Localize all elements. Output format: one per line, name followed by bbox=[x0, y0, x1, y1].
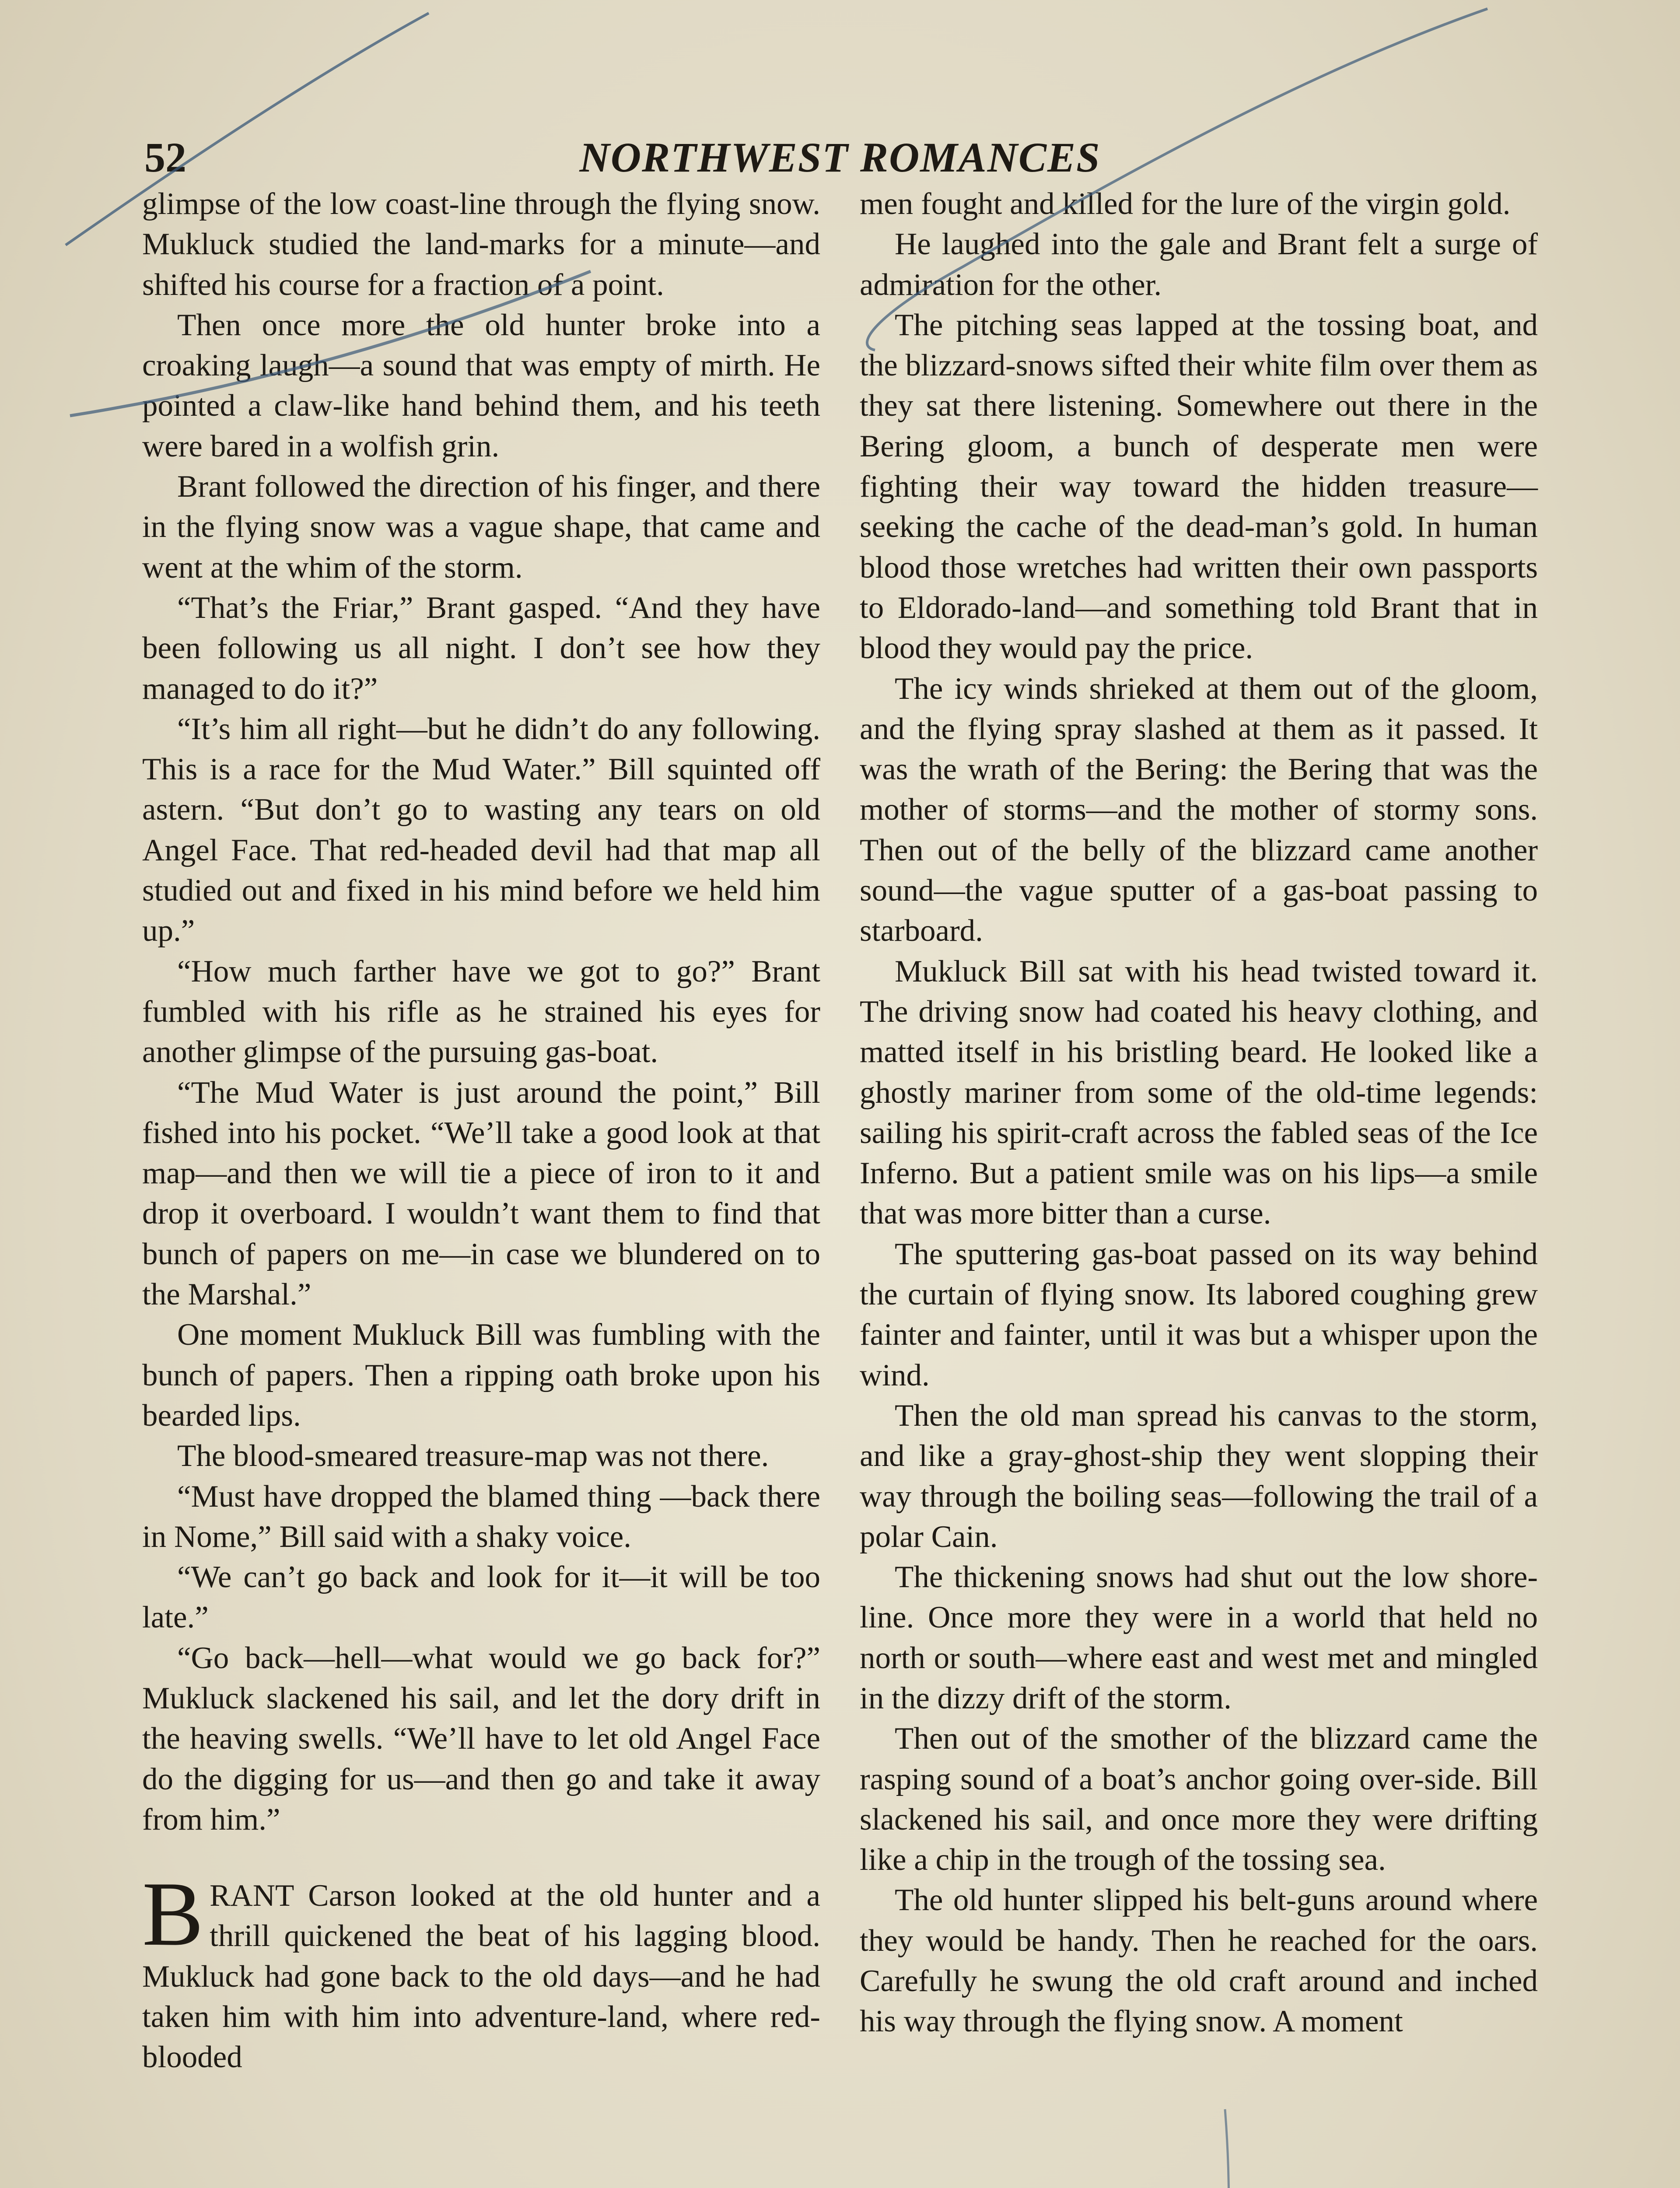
paragraph: Then out of the smother of the blizzard came the rasping sound of a boat’s anchor going over-side. Bill slackened his sail, and once more they were drifting like a chip in the trough of the tossing sea. bbox=[860, 1722, 1538, 1877]
right-column bbox=[860, 184, 1538, 2042]
paragraph: Mukluck Bill sat with his head twisted toward it. The driving snow had coated his heavy clothing, and matted itself in his bristling beard. He looked like a ghostly mariner from some of the old-time legends: sailing his spirit-craft across the fabled seas of the Ice Inferno. But a patient smile was on his lips—a smile that was more bitter than a curse. bbox=[860, 954, 1538, 1231]
magazine-title: NORTHWEST ROMANCES bbox=[579, 134, 1101, 181]
paragraph: “That’s the Friar,” Brant gasped. “And they have been following us all night. I don’t see how they managed to do it?” bbox=[142, 590, 820, 706]
page-header bbox=[131, 127, 1549, 188]
paragraph: “It’s him all right—but he didn’t do any following. This is a race for the Mud Water.” Bill squinted off astern. “But don’t go to wasting any tears on old Angel Face. That red-headed devil had that map all studied out and fixed in his mind before we held him up.” bbox=[142, 712, 820, 948]
paragraph: The thickening snows had shut out the low shore-line. Once more they were in a world that held no north or south—where east and west met and mingled in the dizzy drift of the storm. bbox=[860, 1560, 1538, 1715]
paragraph: “The Mud Water is just around the point,” Bill fished into his pocket. “We’ll take a good look at that map—and then we will tie a piece of iron to it and drop it overboard. I wouldn’t want them to find that bunch of papers on me—in case we blundered on to the Marshal.” bbox=[142, 1075, 820, 1312]
section-paragraph-text: RANT Carson looked at the old hunter and a thrill quickened the beat of his lagging blood. Mukluck had gone back to the old days—and he had taken him with him into adventure-land, where red-blooded bbox=[142, 1879, 820, 2075]
paragraph: He laughed into the gale and Brant felt a surge of admiration for the other. bbox=[860, 227, 1538, 302]
paragraph: “How much farther have we got to go?” Brant fumbled with his rifle as he strained his eyes for another glimpse of the pursuing gas-boat. bbox=[142, 954, 820, 1069]
paragraph: “We can’t go back and look for it—it will be too late.” bbox=[142, 1560, 820, 1635]
paragraph: Then the old man spread his canvas to the storm, and like a gray-ghost-ship they went slopping their way through the boiling seas—following the trail of a polar Cain. bbox=[860, 1398, 1538, 1554]
paragraph: “Must have dropped the blamed thing —back there in Nome,” Bill said with a shaky voice. bbox=[142, 1479, 820, 1554]
section-paragraph bbox=[142, 1863, 820, 2077]
paragraph: men fought and killed for the lure of the virgin gold. bbox=[860, 187, 1511, 221]
paragraph: Then once more the old hunter broke into a croaking laugh—a sound that was empty of mirth. He pointed a claw-like hand behind them, and his teeth were bared in a wolfish grin. bbox=[142, 308, 820, 463]
paragraph: The sputtering gas-boat passed on its way behind the curtain of flying snow. Its labored coughing grew fainter and fainter, until it was but a whisper upon the wind. bbox=[860, 1237, 1538, 1392]
paragraph: One moment Mukluck Bill was fumbling with the bunch of papers. Then a ripping oath broke upon his bearded lips. bbox=[142, 1318, 820, 1433]
paragraph: Brant followed the direction of his finger, and there in the flying snow was a vague shape, that came and went at the whim of the storm. bbox=[142, 470, 820, 585]
paragraph: The pitching seas lapped at the tossing boat, and the blizzard-snows sifted their white film over them as they sat there listening. Somewhere out there in the Bering gloom, a bunch of desperate men were fighting their way toward the hidden treasure—seeking the cache of the dead-man’s gold. In human blood those wretches had written their own passports to Eldorado-land—and something told Brant that in blood they would pay the price. bbox=[860, 308, 1538, 666]
paragraph: The old hunter slipped his belt-guns around where they would be handy. Then he reached for the oars. Carefully he swung the old craft around and inched his way through the flying snow. A moment bbox=[860, 1883, 1538, 2039]
pen-stroke bbox=[1181, 2109, 1229, 2188]
left-column bbox=[142, 184, 820, 2078]
paragraph: “Go back—hell—what would we go back for?” Mukluck slackened his sail, and let the dory drift in the heaving swells. “We’ll have to let old Angel Face do the digging for us—and then go and take it away from him.” bbox=[142, 1641, 820, 1837]
paragraph: glimpse of the low coast-line through the flying snow. Mukluck studied the land-marks for a minute—and shifted his course for a fraction of a point. bbox=[142, 187, 820, 302]
page-number: 52 bbox=[144, 134, 186, 181]
paragraph: The icy winds shrieked at them out of the gloom, and the flying spray slashed at them as it passed. It was the wrath of the Bering: the Bering that was the mother of storms—and the mother of stormy sons. Then out of the belly of the blizzard came another sound—the vague sputter of a gas-boat passing to starboard. bbox=[860, 671, 1538, 948]
drop-cap: B bbox=[142, 1863, 204, 1965]
paragraph: The blood-smeared treasure-map was not there. bbox=[177, 1439, 769, 1473]
